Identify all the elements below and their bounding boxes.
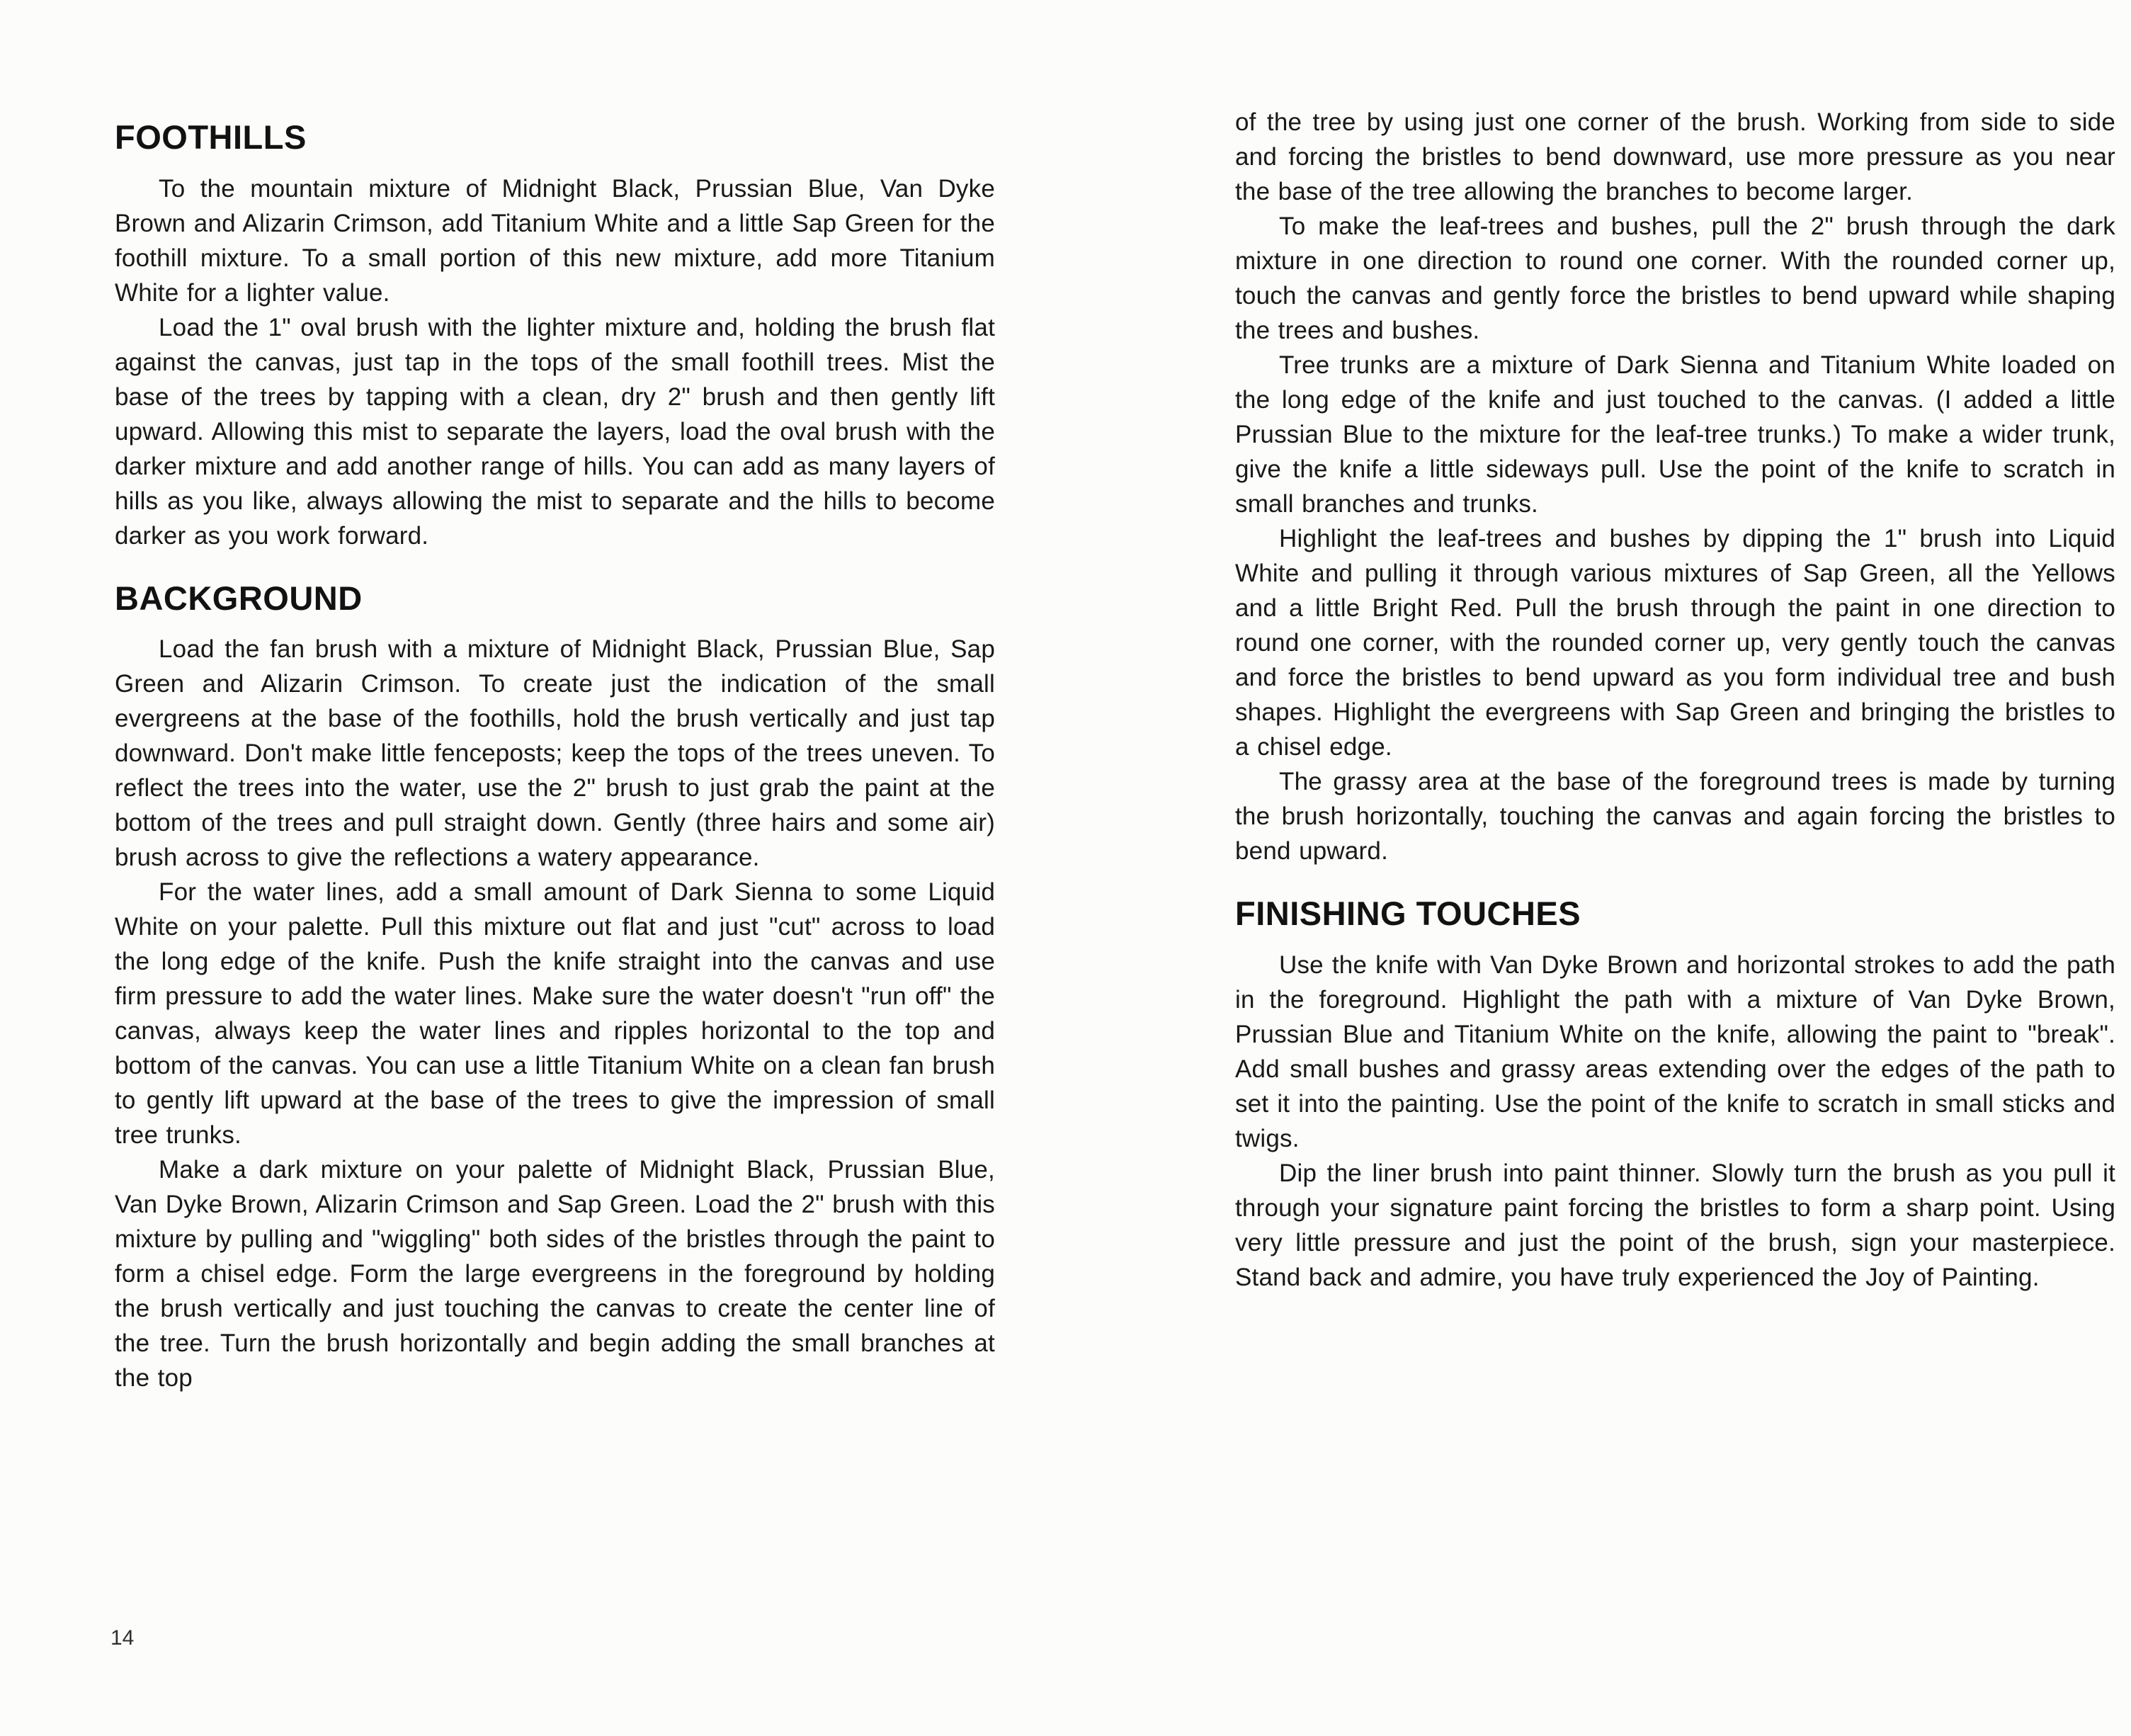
paragraph-tree-trunks: Tree trunks are a mixture of Dark Sienna and Titanium White loaded on the long edge of the knife and just touched to the canvas. (I added a little Prussian Blue to the mixture for the leaf-tree trunks.) To make a wider trunk, give the knife a little sideways pull. Use the point of the knife to scratch in small branches and trunks. [1235,351,2115,518]
paragraph-foothills-2: Load the 1" oval brush with the lighter mixture and, holding the brush flat against the canvas, just tap in the tops of the small foothill trees. Mist the base of the trees by tapping with a clean, dry 2" brush and then gently lift upward. Allowing this mist to separate the layers, load the oval brush with the darker mixture and add another range of hills. You can add as many layers of hills as you like, always allowing the mist to separate and the hills to become darker as you work forward. [115,313,995,550]
left-column [115,119,995,1395]
section-heading-background: BACKGROUND [115,579,363,617]
paragraph-background-3-continued: of the tree by using just one corner of the brush. Working from side to side and forcing the bristles to bend downward, use more pressure as you near the base of the tree allowing the branches to become larger. [1235,108,2115,205]
paragraph-foothills-1: To the mountain mixture of Midnight Black, Prussian Blue, Van Dyke Brown and Alizarin Crimson, add Titanium White and a little Sap Green for the foothill mixture. To a small portion of this new mixture, add more Titanium White for a lighter value. [115,174,995,307]
paragraph-background-3: Make a dark mixture on your palette of Midnight Black, Prussian Blue, Van Dyke Brown, Alizarin Crimson and Sap Green. Load the 2" brush with this mixture by pulling and "wiggling" both sides of the bristles through the paint to form a chisel edge. Form the large evergreens in the foreground by holding the brush vertically and just touching the canvas to create the center line of the tree. Turn the brush horizontally and begin adding the small branches at the top [115,1156,995,1392]
paragraph-background-1: Load the fan brush with a mixture of Midnight Black, Prussian Blue, Sap Green and Alizarin Crimson. To create just the indication of the small evergreens at the base of the foothills, hold the brush vertically and just tap downward. Don't make little fenceposts; keep the tops of the trees uneven. To reflect the trees into the water, use the 2" brush to just grab the paint at the bottom of the trees and pull straight down. Gently (three hairs and some air) brush across to give the reflections a watery appearance. [115,635,995,872]
section-heading-finishing-touches: FINISHING TOUCHES [1235,895,1581,932]
paragraph-finishing-1: Use the knife with Van Dyke Brown and horizontal strokes to add the path in the foreground. Highlight the path with a mixture of Van Dyke Brown, Prussian Blue and Titanium White on the knife, allowing the paint to "break". Add small bushes and grassy areas extending over the edges of the path to set it into the painting. Use the point of the knife to scratch in small sticks and twigs. [1235,951,2115,1152]
paragraph-background-2: For the water lines, add a small amount of Dark Sienna to some Liquid White on your palette. Pull this mixture out flat and just "cut" across to load the long edge of the knife. Push the knife straight into the canvas and use firm pressure to add the water lines. Make sure the water doesn't "run off" the canvas, always keep the water lines and ripples horizontal to the top and bottom of the canvas. You can use a little Titanium White on a clean fan brush to gently lift upward at the base of the trees to give the impression of small tree trunks. [115,878,995,1150]
section-heading-foothills: FOOTHILLS [115,118,307,156]
paragraph-leaf-trees: To make the leaf-trees and bushes, pull the 2" brush through the dark mixture in one direction to round one corner. With the rounded corner up, touch the canvas and gently force the bristles to bend upward while shaping the trees and bushes. [1235,212,2115,344]
page-number: 14 [110,1626,135,1650]
paragraph-highlight-leaf-trees: Highlight the leaf-trees and bushes by dipping the 1" brush into Liquid White and pulling it through various mixtures of Sap Green, all the Yellows and a little Bright Red. Pull the brush through the paint in one direction to round one corner, with the rounded corner up, very gently touch the canvas and force the bristles to bend upward as you form individual tree and bush shapes. Highlight the evergreens with Sap Green and bringing the bristles to a chisel edge. [1235,525,2115,761]
paragraph-grassy-area: The grassy area at the base of the foreground trees is made by turning the brush horizontally, touching the canvas and again forcing the bristles to bend upward. [1235,768,2115,865]
paragraph-finishing-2: Dip the liner brush into paint thinner. Slowly turn the brush as you pull it through your signature paint forcing the bristles to form a sharp point. Using very little pressure and just the point of the brush, sign your masterpiece. Stand back and admire, you have truly experienced the Joy of Painting. [1235,1159,2115,1291]
right-column [1235,105,2115,1295]
